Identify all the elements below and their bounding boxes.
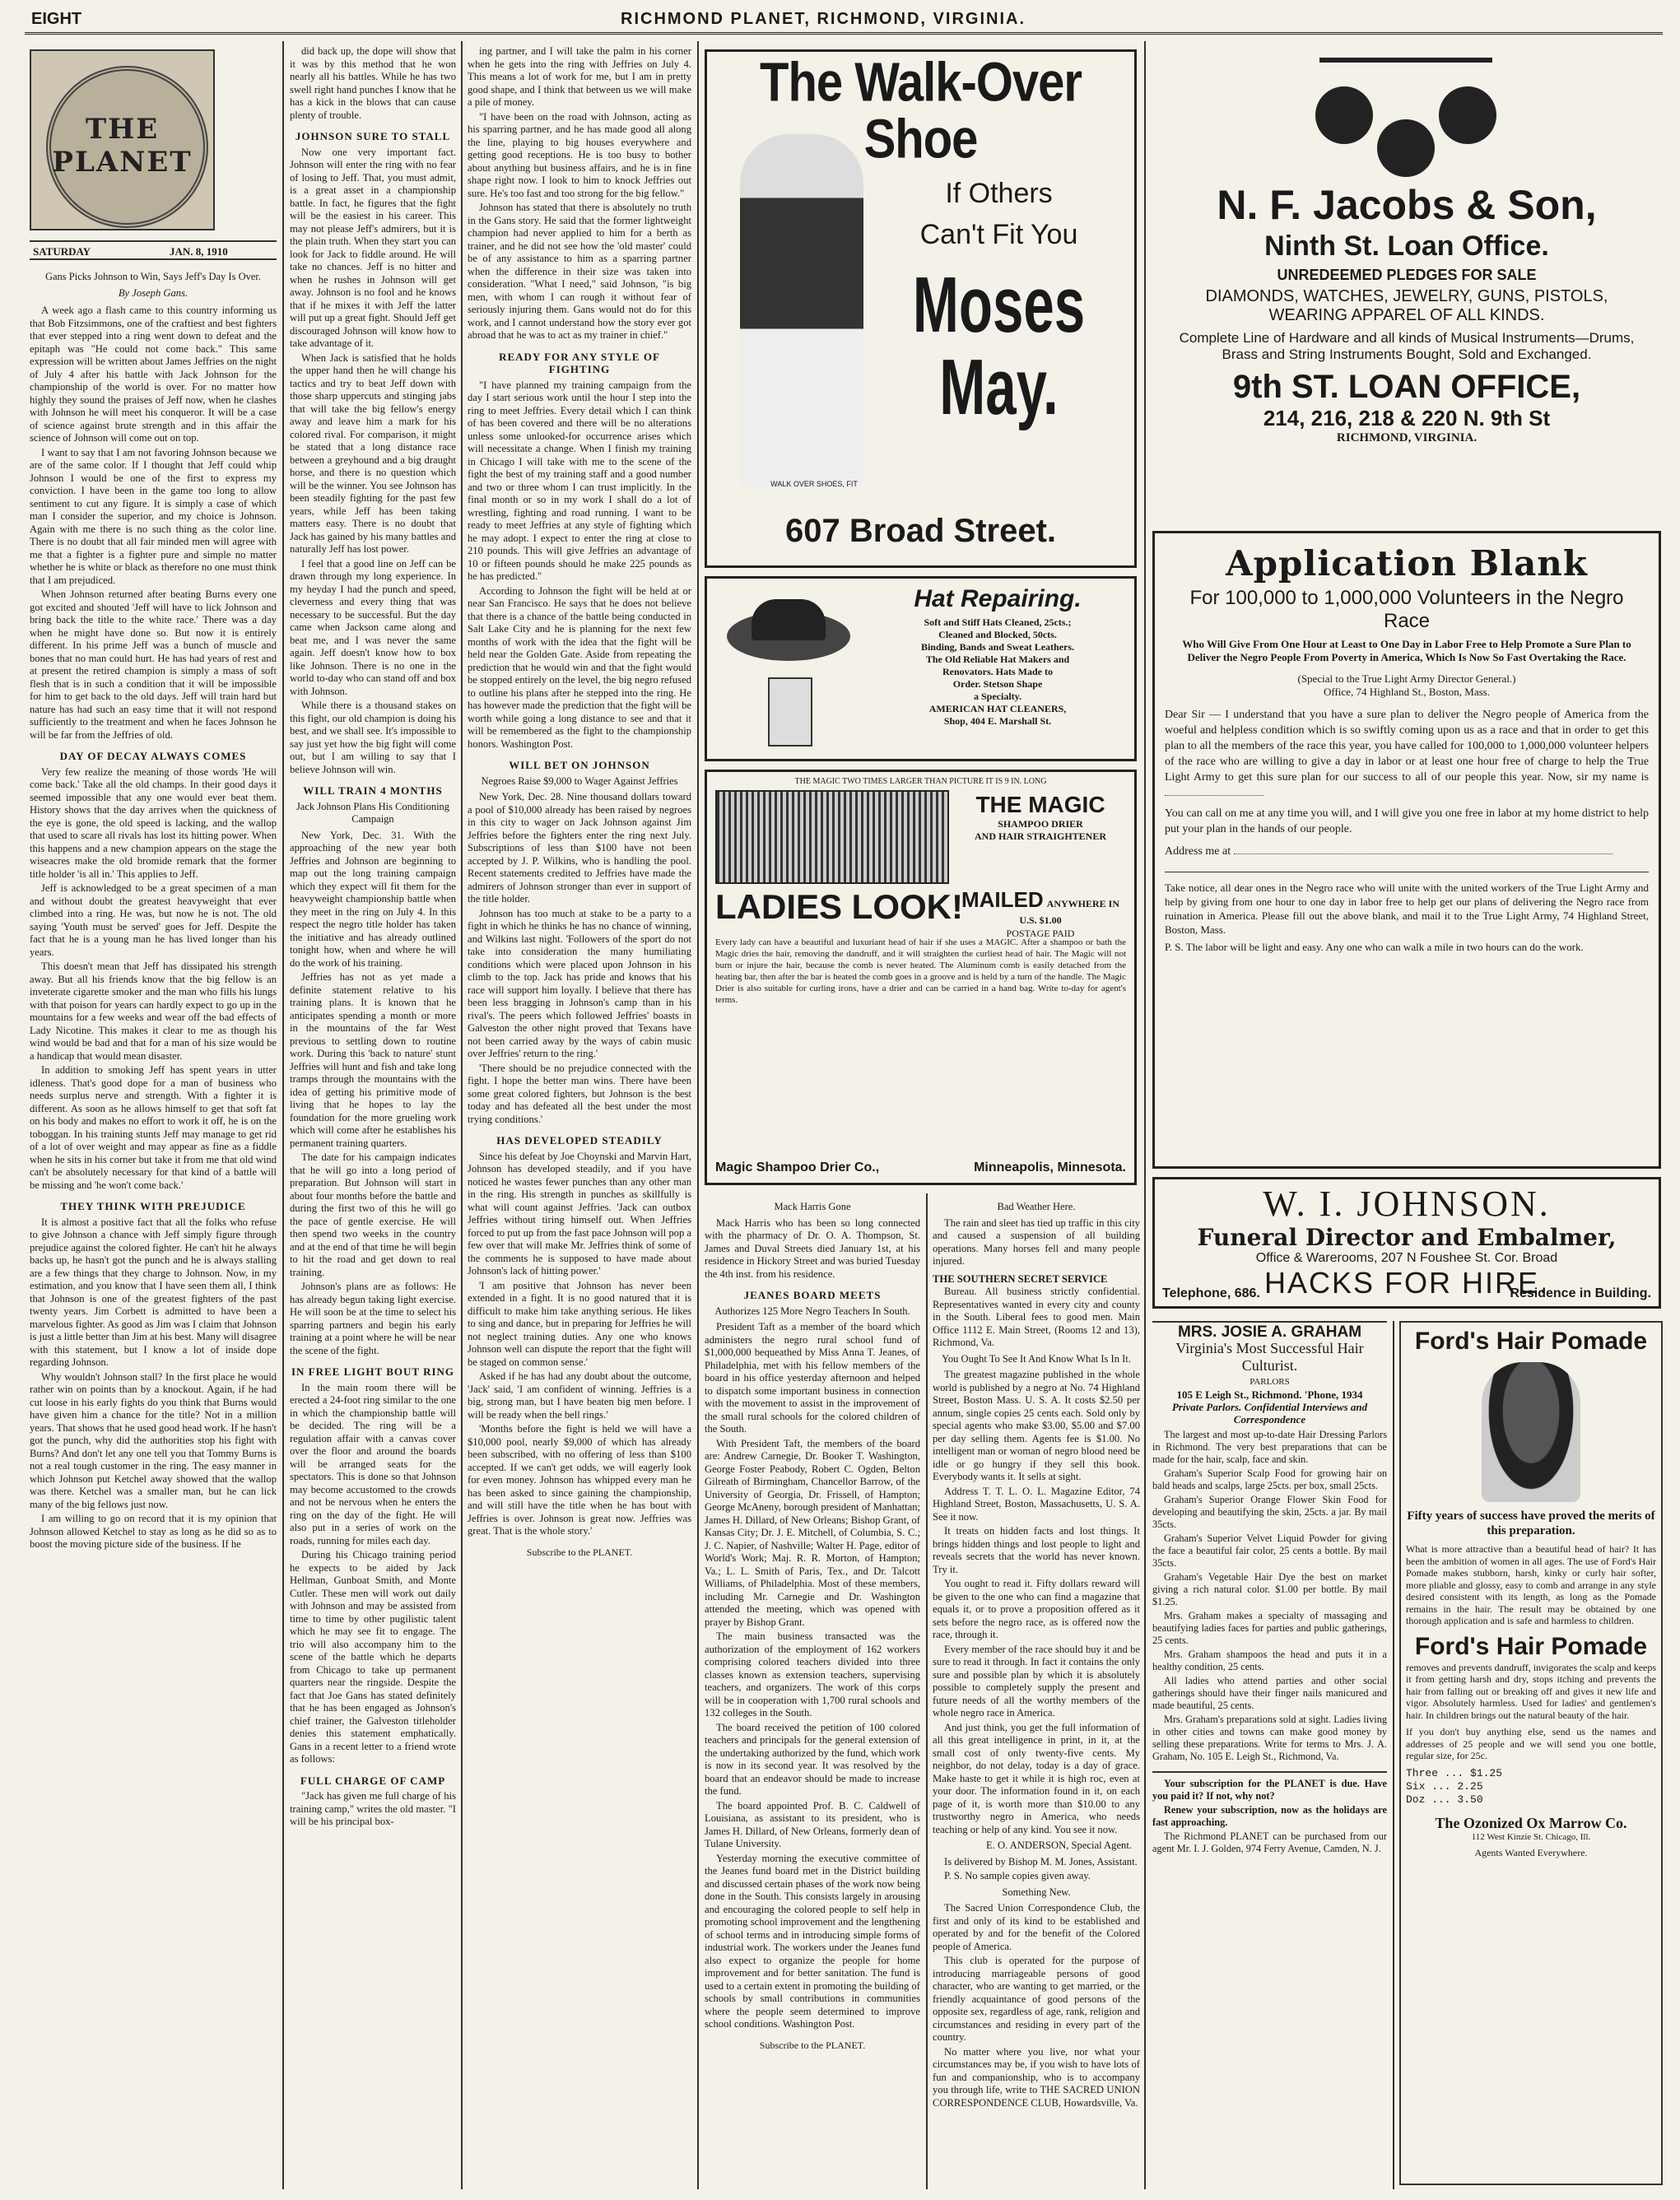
ad-big-line: HACKS FOR HIRE. bbox=[1263, 1266, 1550, 1300]
article-paragraph: Johnson has stated that there is absolutely no truth in the Gans story. He said that the former lightweight champion had never applied to him for a berth as trainer, and he did not see how the 'old master' could be of any assistance to him as a sparring partner when the difference in their size was taken into consideration. "What I need," said Johnson, "is big men, with whom I can rough it without fear of seriously injuring them. Gans would not do for this work, and I cannot understand how the story ever got abroad that he was to act as my trainer in chief." bbox=[468, 202, 691, 341]
article-paragraph: Asked if he has had any doubt about the outcome, 'Jack' said, 'I am confident of winning. Jeffries is a big, strong man, but I have beaten big men before. I will be ready when the bell rings.' bbox=[468, 1370, 691, 1421]
shoe-label: WALK OVER SHOES, FIT bbox=[770, 480, 858, 488]
walk-over-shoe-ad bbox=[705, 49, 1137, 568]
product-subtitle: SHAMPOO DRIER bbox=[998, 818, 1083, 830]
ad-headline: Hat Repairing. bbox=[914, 585, 1082, 612]
article-paragraph: Bureau. All business strictly confidential. Representatives wanted in every city and county in the South. Liberal fees to good men. Main Office 1112 E. Main Street, (Rooms 12 and 13), Richmond, Va. bbox=[933, 1286, 1140, 1348]
article-paragraph: "I have been on the road with Johnson, acting as his sparring partner, and he has made good all along the line, playing to big houses everywhere and getting good receptions. He is too busy to bother about anything but business affairs, and he is in fine shape right now. I look to him to knock Jeffries out sure. He's too fast and too strong for the big fellow." bbox=[468, 110, 691, 199]
ad-paragraph: Mrs. Graham's preparations sold at sight. Ladies living in other cities and towns can make good money by selling these preparations. Write for terms to Mrs. J. A. Graham, No. 105 E. Leigh St., Richmond, Va. bbox=[1152, 1714, 1387, 1762]
ad-paragraph: Mrs. Graham makes a specialty of massaging and beautifying ladies faces for parties and public gatherings, 25 cents. bbox=[1152, 1610, 1387, 1646]
article-deck: Negroes Raise $9,000 to Wager Against Jeffries bbox=[481, 774, 678, 787]
article-paragraph: 'I am positive that Johnson has never been extended in a fight. It is no good natured that it is difficult to make him take anything serious. He likes to sing and dance, but in preparing for Jeffries he will not neglect training duties. Any one who knows Johnson well can dispute the report that the fight will be staged on common sense.' bbox=[468, 1279, 691, 1368]
form-description: Who Will Give From One Hour at Least to One Day in Labor Free to Help Promote a Sure Plan to Deliver the Negro People From Poverty in America, Which Is Now So Fast Overtaking the Race. bbox=[1182, 638, 1631, 663]
article-paragraph: did back up, the dope will show that it was by this method that he won nearly all his battles. While he has two swell right hand punches I know that he has a kick in the blows that can cause plenty of trouble. bbox=[290, 45, 456, 121]
ad-big-line: 9th ST. LOAN OFFICE, bbox=[1232, 369, 1581, 405]
ad-subheadline: Ninth St. Loan Office. bbox=[1264, 230, 1549, 262]
ad-subheadline: Funeral Director and Embalmer, bbox=[1197, 1224, 1617, 1251]
form-title: Application Blank bbox=[1226, 543, 1588, 584]
ad-paragraph: Graham's Superior Scalp Food for growing hair on bald heads and scalps, large 25cts. per box, small 25cts. bbox=[1152, 1467, 1387, 1491]
form-body: I understand that you have a sure plan to deliver the Negro people of America from the woeful and helpless condition which is so swiftly coming upon us as a race and that in order to get this plan to all the members of the race this year, you have called for 100,000 to 1,000,000 volunteer helpers of the race who are willing to give a day in labor or at least one hour free of charge to help the True Light Army to get this sure plan for our success to all of our people this year. Now, sir my name is bbox=[1165, 709, 1650, 784]
article-paragraph: Why wouldn't Johnson stall? In the first place he would rather win on points than by a knockout. Again, if he had cut loose in his early fights do you think that Burns would have given him a chance for the title? Not in a million years. That shows that he used good head work. If he hasn't got the punch, why did the authorities stop his fight with Burns? And don't let any one tell you that Tommy Burns is not a real tough customer in the ring. The easy manner in which Johnson put Ketchel away showed that the wallop was there. Ketchel was a smaller man, but he can lick many of the big fellows just now. bbox=[30, 1370, 277, 1510]
signature: E. O. ANDERSON, Special Agent. bbox=[985, 1840, 1132, 1851]
article-paragraph: I am willing to go on record that it is my opinion that Johnson allowed Ketchel to stay as long as he did so as to boost the moving picture side of the business. If he bbox=[30, 1513, 277, 1550]
agent-note: The Richmond PLANET can be purchased from our agent Mr. I. J. Golden, 974 Ferry Avenue, Camden, N. J. bbox=[1152, 1830, 1387, 1854]
article-paragraph: Johnson's plans are as follows: He has already begun taking light exercise. He will soon be at the time to select his sparring partners and begin his early training at a point where he will be near the scene of the fight. bbox=[290, 1281, 456, 1356]
hat-icon bbox=[719, 595, 859, 751]
comb-icon bbox=[715, 790, 949, 884]
article-paragraph: With President Taft, the members of the board are: Andrew Carnegie, Dr. Booker T. Washington, George Foster Peabody, Robert C. Ogden, Belton Gilreath of Birmingham, Chancellor Barrow, of the University of Georgia, Dr. Frissell, of Hampton; George McAneny, borough president of Manhattan; James H. Dillard, of New Orleans; Bishop Grant, of Kansas City; Dr. J. E. Mitchell, of Columbia, S. C.; J. C. Napier, of Nashville; Walter H. Page, editor of World's Work; Maj. R. R. Morton, of Hampton; Va.; L. L. Smith of Paris, Tex., and Dr. Talcott Williams, of Philadelphia. Most of these members, including Mr. Carnegie and Dr. Washington attended the meeting, which was opened with prayer by Bishop Grant. bbox=[705, 1437, 920, 1628]
column-rule bbox=[1393, 1321, 1394, 2189]
article-paragraph: ing partner, and I will take the palm in his corner when he gets into the ring with Jeffries on July 4. This means a lot of work for me, but I am in pretty good shape, and I think that between us we will make a pile of money. bbox=[468, 45, 691, 108]
application-blank-form: Application Blank For 100,000 to 1,000,000 Volunteers in the Negro Race Who Will Give From One Hour at Least to One Day in Labor Free to Help Promote a Sure Plan to Deliver the Negro People From Poverty in America, Which Is Now So Fast Overtaking the Race. (Special to the True Light Army Director General.) Office, 74 Highland St., Boston, Mass. Dear Sir — I understand that you have a sure plan to deliver the Negro people of America from the woeful and helpless condition which is so swiftly coming upon us as a race and that in order to get this plan to all the members of the race this year, you have called for 100,000 to 1,000,000 volunteer helpers of the race who are willing to give a day in labor or at least one hour free of charge to help the True Light Army to get this sure plan for our success to all of our people this year. Now, sir my name is You can call on me at any time you will, and I will give you one free in labor at my home district to help put your plan in the hands of our people. Address me at Take notice, all dear ones in the Negro race who will unite with the united workers of the True Light Army and help by giving from one hour to one day in labor free to help get our plans of delivering the Negro race from ruination in America. Please fill out the above blank, and mail it to the True Light Army, 74 Highland Street, Boston, Mass. P. S. The labor will be light and easy. Any one who can walk a mile in two hours can do the work. bbox=[1152, 531, 1661, 1169]
article-paragraph: Since his defeat by Joe Choynski and Marvin Hart, Johnson has developed steadily, and if you have noticed he wastes fewer punches than any other man in the ring. His strength in punches as skillfully is what will count against Jeffries. 'Jack can outbox Jeffries without tiring himself out. When Jeffries forced to put up from the fast pace Johnson will pop a few over that will make Mr. Jeffries think of some of the comments he is supposed to have made about Johnson's lack of hitting power.' bbox=[468, 1150, 691, 1277]
hat-repairing-ad bbox=[705, 576, 1137, 761]
article-subhead: WILL TRAIN 4 MONTHS bbox=[303, 784, 443, 797]
form-salutation: Dear Sir bbox=[1165, 709, 1205, 721]
ad-body-2: removes and prevents dandruff, invigorates the scalp and keeps it from getting harsh and dry, stops itching and prevents the hair from falling out or breaking off and gives it new life and vigor. Absolutely harmless. Used for ladies' and gentlemen's hair. In children brings out the natural beauty of the hair. bbox=[1406, 1661, 1657, 1721]
price-label: ANYWHERE IN U.S. $1.00 bbox=[1019, 898, 1119, 926]
price-item: Doz ... 3.50 bbox=[1406, 1793, 1483, 1806]
article-subhead: THEY THINK WITH PREJUDICE bbox=[60, 1200, 246, 1212]
article-headline: Bad Weather Here. bbox=[997, 1201, 1076, 1212]
article-paragraph: You ought to read it. Fifty dollars reward will be given to the one who can find a magazine that equals it, or to prove a proposition offered as it sets before the negro race, as is offered now the race, through it. bbox=[933, 1578, 1140, 1640]
subscription-note: Your subscription for the PLANET is due. Have you paid it? If not, why not? bbox=[1152, 1778, 1387, 1802]
article-paragraph: The board received the petition of 100 colored teachers and principals for the general extension of the undertaking authorized by the fund, which work is now in its second year. It was resolved by the board that an endeavor should be made to increase the fund. bbox=[705, 1721, 920, 1797]
ad-headline: LADIES LOOK! bbox=[715, 887, 963, 926]
ad-headline: The Walk-Over Shoe bbox=[760, 51, 1082, 170]
company-name: Magic Shampoo Drier Co., bbox=[715, 1160, 880, 1174]
article-paragraph: The greatest magazine published in the whole world is published by a negro at No. 74 Highland Street, Boston Mass. U. S. A. It costs $2.50 per annum, single copies 25 cents each. Sold only by special agents who make $3.00, $5.00 and $7.00 per day selling them. Agents fee is $1.00. No intelligent man or woman of negro blood need be idle or go hungry if they sell this book. Everybody wants it. It sells at sight. bbox=[933, 1369, 1140, 1482]
article-paragraph: Yesterday morning the executive committee of the Jeanes fund board met in the District building and discussed certain phases of the work now being done in the South. This consists largely in arousing and encouraging the colored people to self help in promoting school improvement and the lengthening of school terms and in introducing simple forms of industrial work. The workers under the Jeanes fund also expect to organize the people for home improvement and for better sanitation. The fund is used to a certain extent in promoting the building of schools by small contributions in communities where the people seem determined to improve school conditions. Washington Post. bbox=[705, 1852, 920, 2030]
price-item: Three ... $1.25 bbox=[1406, 1766, 1503, 1779]
article-paragraph: Address T. T. L. O. L. Magazine Editor, 74 Highland Street, Boston, Massachusetts, U. S. A. See it now. bbox=[933, 1485, 1140, 1523]
funeral-residence: Residence in Building. bbox=[1510, 1286, 1651, 1300]
article-deck: Authorizes 125 More Negro Teachers In South. bbox=[714, 1305, 910, 1317]
column-rule bbox=[697, 41, 699, 2189]
ad-body: Every lady can have a beautiful and luxuriant head of hair if she uses a MAGIC. After a shampoo or bath the Magic dries the hair, removing the dandruff, and it will straighten the curliest head of hair. The Magic will not burn or injure the hair, because the comb is never heated. The Aluminum comb is easily detached from the heating bar, then after the bar is heated the comb goes in a groove and is held by a turn of the handle. The Magic Drier is also suitable for curling irons, have a drier and can be carried in a hand bag. Write to-day for agent's terms. bbox=[715, 937, 1126, 1005]
article-paragraph: New York, Dec. 31. With the approaching of the new year both Jeffries and Johnson are beginning to map out the long training campaign which they expect will fit them for the heavyweight championship battle when they meet in the ring on July 4. In this respect the negro title holder has taken the initiative and has already outlined tonight how, when and where he will do the work of his training. bbox=[290, 829, 456, 969]
column-rule bbox=[461, 41, 463, 2189]
graham-hair-culturist-ad bbox=[1152, 1321, 1387, 2185]
ad-body: What is more attractive than a beautiful head of hair? It has been the ambition of women in all ages. The use of Ford's Hair Pomade makes stubborn, harsh, kinky or curly hair softer, more pliable and glossy, easy to comb and arrange in any style desired consistent with its length, as long as the Pomade remains in the hair. The result may be obtained by one thorough application and is safe and harmless to children. bbox=[1406, 1543, 1656, 1626]
man-figure-icon bbox=[740, 134, 863, 488]
article-paragraph: President Taft as a member of the board which administers the negro rural school fund of $1,000,000 bequeathed by Miss Anna T. Jeanes, of Philadelphia, met with his fellow members of the board in his office yesterday afternoon and helped to dispatch some important business in connection with the movement to assist in the improvement of the small rural schools for the colored children of the South. bbox=[705, 1321, 920, 1435]
ad-city: RICHMOND, VIRGINIA. bbox=[1336, 431, 1478, 444]
article-subhead: DAY OF DECAY ALWAYS COMES bbox=[59, 750, 247, 762]
newspaper-title-header: RICHMOND PLANET, RICHMOND, VIRGINIA. bbox=[621, 10, 1026, 28]
article-paragraph: This doesn't mean that Jeff has dissipated his strength away. But all his friends know that the big fellow is an inveterate cigarette smoker and the man who fills his lungs with that poison for years can hardly expect to go up in the mountains for a few weeks and wear off the bad effects of Lady Nicotine. This makes it clear to me as though his wind would be bad and that for a man of his size would be a handicap that would mean disaster. bbox=[30, 960, 277, 1062]
article-paragraph: Jeff is acknowledged to be a great specimen of a man and without doubt the greatest heavyweight that ever climbed into a ring. He was, but now he is not. The old saying 'Youth must be served' goes for Jeff. Despite the fact that he is a young man he has lived longer than his years. bbox=[30, 882, 277, 958]
ad-line: DIAMONDS, WATCHES, JEWELRY, GUNS, PISTOLS, WEARING APPAREL OF ALL KINDS. bbox=[1205, 287, 1608, 324]
article-paragraph: I want to say that I am not favoring Johnson because we are of the same color. If I thought that Jeff could whip Johnson I would be one of the first to express my conviction. I have been in the game too long to allow sentiment to cut any figure. It is simply a case of which man I consider the superior, and my choice is Johnson. Again with me there is no such thing as the color line. There is no doubt that all fair minded men will agree with me that a fighter is a fighter pure and simple no matter whether he is white or black as therefore no one must think that I am prejudiced. bbox=[30, 446, 277, 586]
article-paragraph: 'Months before the fight is held we will have a $10,000 pool, nearly $9,000 of which has already been subscribed, with no offering of less than $100 accepted. If we can't get odds, we will eagerly look for even money. Johnson has whipped every man he has been asked to since gaining the championship, and will still have the title when he has bout with Jeffries is over. Johnson is great now. Jeffries was great. That is the whole story.' bbox=[468, 1423, 691, 1537]
article-paragraph: The Sacred Union Correspondence Club, the first and only of its kind to be established and operated by and for the benefit of the Colored people of America. bbox=[933, 1902, 1140, 1952]
article-paragraph: Mack Harris who has been so long connected with the pharmacy of Dr. O. A. Thompson, St. James and Duval Streets died January 1st, at his residence in Hickory Street and was buried Tuesday the 4th inst. from his residence. bbox=[705, 1216, 920, 1280]
article-subhead: JEANES BOARD MEETS bbox=[743, 1289, 882, 1301]
company-city: Minneapolis, Minnesota. bbox=[974, 1160, 1126, 1174]
article-paragraph: And just think, you get the full information of all this great intelligence in print, in it, at the small cost of only twenty-five cents. My neighbor, do not delay, today is a day of grace. Make haste to get it while it is high roc, even at your door. The information found in it, on each page of it, is worth more than $10.00 to any trustworthy negro in America, who needs teaching or help of any kind. You see it now. bbox=[933, 1721, 1140, 1835]
article-headline: Gans Picks Johnson to Win, Says Jeff's Day Is Over. bbox=[44, 271, 262, 282]
article-paragraph: According to Johnson the fight will be held at or near San Francisco. He says that he does not believe that there is a chance of the battle being conducted in Salt Lake City and he is planning for the next few months of work with the idea that the fight will be held near the Golden Gate. Aside from repeating the prediction that he would win and that the fight would be stopped entirely on the level, the big negro refused to outline his plans after he stepped into the ring. He has however made the prediction that the fight will be worth while going a long distance to see and that it will be remembered as the fight to the championship honors. Washington Post. bbox=[468, 584, 691, 750]
form-address-label: Address me at bbox=[1165, 845, 1231, 858]
maker-name: The Ozonized Ox Marrow Co. bbox=[1435, 1814, 1627, 1831]
ad-line: UNREDEEMED PLEDGES FOR SALE bbox=[1277, 267, 1537, 283]
article-paragraph: Now one very important fact. Johnson will enter the ring with no fear of losing to Jeff. That, you must admit, is a great asset in a championship battle. In fact, he figures that the fight will be the easiest in his career. This may not please Jeff's admirers, but it is the plain truth. When they start you can look for Jack to fiddle around. He will take no chances. Jeff is no hitter and when he rushes in Johnson will get away. Johnson is no fool and he knows that if he mixes it with Jeff the latter will put up a great fight. Should Jeff get discouraged Johnson will know how to take advantage of it. bbox=[290, 146, 456, 349]
ad-line: AMERICAN HAT CLEANERS, bbox=[928, 703, 1067, 714]
mailed-label: MAILED bbox=[961, 887, 1044, 912]
article-paragraph: Every member of the race should buy it and be sure to read it through. In fact it contains the only sure and possible plan by which it is absolutely possible to completely supply the present and future needs of all the worthy members of the whole negro race in America. bbox=[933, 1643, 1140, 1719]
article-subhead: IN FREE LIGHT BOUT RING bbox=[291, 1365, 455, 1378]
form-subtitle: For 100,000 to 1,000,000 Volunteers in the Negro Race bbox=[1189, 587, 1624, 632]
ad-line: Complete Line of Hardware and all kinds of Musical Instruments—Drums, Brass and String Instruments Bought, Sold and Exchanged. bbox=[1179, 330, 1635, 362]
article-paragraph: In the main room there will be erected a 24-foot ring similar to the one in which the championship battle will be decided. The ring will be a regulation affair with a canvas cover over the floor and around the boards will be arranged seats for the spectators. This is done so that Johnson may become accustomed to the crowds and not be nervous when he enters the ring on the day of the fight. He will also put in a series of work on the roads, running for miles each day. bbox=[290, 1381, 456, 1547]
dateline-date: JAN. 8, 1910 bbox=[170, 245, 228, 258]
article-subhead: HAS DEVELOPED STEADILY bbox=[496, 1134, 663, 1147]
article-paragraph: During his Chicago training period he expects to be aided by Jack Hellman, Gunboat Smith, and Monte Cutler. These men will work out daily with Johnson and may be assisted from time to time by other pugilistic talent which he may see fit to engage. The trio will also accompany him to the scene of the battle which he departs from Chicago to take up permanent quarters near the ringside. Despite the fact that Joe Gans has stated definitely that he has been engaged as Johnson's chief trainer, the Galveston titleholder denies this statement emphatically. Gans in a recent letter to a friend wrote as follows: bbox=[290, 1549, 456, 1765]
ad-line: Cleaned and Blocked, 50cts. bbox=[938, 629, 1057, 640]
article-paragraph: This club is operated for the purpose of introducing marriageable persons of good character, who are wanting to get married, or the friendly acquaintance of good persons of the opposite sex, regardless of age, rank, religion and circumstances and residing in every part of the country. bbox=[933, 1955, 1140, 2043]
form-ps: P. S. The labor will be light and easy. Any one who can walk a mile in two hours can do the work. bbox=[1165, 941, 1584, 953]
form-line: You can call on me at any time you will, and I will give you one free in labor at my home district to help put your plan in the hands of our people. bbox=[1165, 807, 1649, 835]
product-title: THE MAGIC bbox=[975, 792, 1105, 817]
dateline-day: SATURDAY bbox=[33, 245, 91, 258]
ad-offer: If you don't buy anything else, send us the names and addresses of 25 people and we will send you one bottle, regular size, for 25c. bbox=[1406, 1726, 1656, 1761]
article-paragraph: It is almost a positive fact that all the folks who refuse to give Johnson a chance with Jeff simply figure through prejudice against the colored fighter. He can't hit he always backs up, he hasn't got the punch and he is always stalling are a few things that they charge to Johnson. Now, in my estimation, and you know that I have seen them all, I think that Johnson is one of the greatest fighters of the past twenty years. Jim Corbett is admitted to have been a marvelous fighter. As good as Jim was I claim that Johnson is just a little better than Jim at his best. Many will disagree with this statement, but I know a lot of inside dope regarding Johnson. bbox=[30, 1216, 277, 1368]
ad-paragraph: All ladies who attend parties and other social gatherings should have their finger nails manicured and made beautiful, 25 cents. bbox=[1152, 1675, 1387, 1711]
form-special-note: (Special to the True Light Army Director General.) bbox=[1297, 672, 1516, 685]
article-paragraph: New York, Dec. 28. Nine thousand dollars toward a pool of $10,000 already has been raised by negroes in this city to wager on Jack Johnson against Jim Jeffries before the fighters enter the ring next July. Subscriptions of less than $100 have not been accepted by J. P. Wilkins, who is handling the pool. Recent statements credited to Jeffries have made the admirers of Johnson stronger than ever in support of the title holder. bbox=[468, 791, 691, 905]
article-paragraph: Jeffries has not as yet made a definite statement relative to his training plans. It is known that he anticipates spending a month or more in the mountains of the far West previous to settling down to routine work. During this 'back to nature' stunt Jeffries will hunt and fish and take long tramps through the mountains with the idea of getting his primitive mode of living that he hopes to lay the foundation for the more grueling work which will come after he establishes his permanent training quarters. bbox=[290, 971, 456, 1149]
article-paragraph: Johnson has too much at stake to be a party to a fight in which he thinks he has no chance of winning, and Wilkins last night. 'Followers of the sport do not take into consideration the many humiliating conditions which were placed upon Johnson in his climb to the top. Jack has pride and knows that his race will support him loyally. I believe that there has been less bragging in Johnson's camp than in his rival's. The peers which followed Jeffries' boasts in Galveston the other night proved that Texans have not been carried away by the ways of cabin music over Jeffries' return to the ring.' bbox=[468, 907, 691, 1059]
ad-brand: May. bbox=[939, 343, 1059, 431]
article-paragraph: I feel that a good line on Jeff can be drawn through my long experience. In my heyday I had the punch and speed, cleverness and every thing that was necessary to be successful. But the day came when Jackson came along and beat me, and I was never the same again. Jeff doesn't know how to box like Johnson. There is no one in the world to-day who can stand off and box with Johnson. bbox=[290, 557, 456, 697]
article-paragraph: A week ago a flash came to this country informing us that Bob Fitzsimmons, one of the craftiest and best fighters that ever stepped into a ring went down to defeat and the epitaph was "He could not come back." This same expression will be written about James Jeffries on the night of July 4 after his battle with Jack Johnson for the championship of the world is over. For no matter how highly they sound the praises of Jeff now, when he clashes with Johnson he will meet his conqueror. It will be a case of science against brute strength and in this affair the science of Johnson will come out on top. bbox=[30, 305, 277, 444]
article-paragraph: When Johnson returned after beating Burns every one got excited and shouted 'Jeff will have to lick Johnson and bring back the title to the white race.' There was a day when he might have done so. But now it is entirely different. In his prime Jeff was a bunch of muscle and bones that no man could hurt. He has had years of rest and at present the retired champion is simply a mass of soft flesh that is in such a condition that it will be impossible for him to get back to the old days. Jeff will train hard but nature has had such an easy time that it will not respond sufficiently to the treatment and when he faces Johnson he will be far from the Jeffries of old. bbox=[30, 588, 277, 741]
ad-headline: N. F. Jacobs & Son, bbox=[1217, 182, 1597, 228]
article-paragraph: Very few realize the meaning of those words 'He will come back.' Take all the old champs. In their good days it seemed impossible that any one would ever beat them. History shows that the day arrives when the quickness of the eye is gone, the old speed is lacking, and the wallop that used to scare all rivals has lost its hitting power. When this happens and a new champion appears on the stage the wiseacres make the old bromide remark that the former title holder 'is all in.' This applies to Jeff. bbox=[30, 765, 277, 880]
ad-address: 105 E Leigh St., Richmond. 'Phone, 1934 bbox=[1176, 1388, 1363, 1401]
ad-line: Office & Warerooms, 207 N Foushee St. Cor. Broad bbox=[1255, 1251, 1558, 1265]
address-field[interactable] bbox=[1234, 853, 1613, 854]
ad-label: PARLORS bbox=[1250, 1377, 1290, 1387]
column-rule bbox=[926, 1193, 928, 2189]
ad-claim: Fifty years of success have proved the merits of this preparation. bbox=[1407, 1509, 1655, 1537]
form-notice: Take notice, all dear ones in the Negro race who will unite with the united workers of the True Light Army and help by giving from one hour to one day in labor free to help get our plans of delivering the Negro race from ruination in America. Please fill out the above blank, and mail it to the True Light Army, 74 Highland Street, Boston, Mass. bbox=[1165, 881, 1649, 936]
ad-headline-2: Ford's Hair Pomade bbox=[1414, 1632, 1648, 1660]
page-number: EIGHT bbox=[31, 10, 82, 28]
column-rule bbox=[282, 41, 284, 2189]
article-paragraph: The rain and sleet has tied up traffic in this city and caused a suspension of all building operations. Many horses fell and many people injured. bbox=[933, 1216, 1140, 1267]
article-paragraph: "Jack has given me full charge of his training camp," writes the old master. "I will be his principal box- bbox=[290, 1790, 456, 1827]
article-paragraph: The main business transacted was the authorization of the employment of 162 workers comprising colored teachers divided into three classes known as extension teachers, supervising teachers, and organizers. The work of this corps will be in cooperation with 1,700 rural schools and 132 colleges in the South. bbox=[705, 1630, 920, 1719]
price-item: Six ... 2.25 bbox=[1406, 1779, 1483, 1793]
subscribe-note: Subscribe to the PLANET. bbox=[526, 1546, 633, 1558]
article-subhead: WILL BET ON JOHNSON bbox=[509, 759, 650, 771]
funeral-phone: Telephone, 686. bbox=[1162, 1286, 1260, 1300]
article-column-3 bbox=[468, 45, 691, 2189]
article-subhead: FULL CHARGE OF CAMP bbox=[300, 1774, 446, 1787]
article-paragraph: P. S. No sample copies given away. bbox=[944, 1870, 1091, 1881]
form-office: Office, 74 Highland St., Boston, Mass. bbox=[1324, 686, 1490, 698]
ad-line: Renovators. Hats Made to bbox=[942, 666, 1053, 677]
name-field[interactable] bbox=[1165, 795, 1263, 796]
funeral-contact-row bbox=[1162, 1286, 1651, 1305]
article-paragraph: "I have planned my training campaign from the day I start serious work until the hour I step into the ring to meet Jeffries. Every detail which I can think of has been covered and there will be no alterations unless some unlooked-for occurrence arises which will necessitate a change. When I finish my training in Chicago I will take with me to the scene of the fight the best of my training staff and a good number and two or three whom I can trust implicitly. In the final month or so in my work I shall do a lot of wrestling, fighting and road running. I want to be ready to meet Jeffries at any style of fighting which he may adopt. I expect to enter the ring at close to 210 pounds. This will give Jeffries an advantage of 10 or fifteen pounds should he make 225 pounds as he has predicted." bbox=[468, 379, 691, 582]
jacobs-loan-office-ad bbox=[1151, 41, 1663, 523]
ad-address: 214, 216, 218 & 220 N. 9th St bbox=[1263, 406, 1551, 430]
masthead-title: THE PLANET bbox=[52, 113, 193, 179]
ad-banner: THE MAGIC TWO TIMES LARGER THAN PICTURE IT IS 9 IN. LONG bbox=[794, 777, 1047, 786]
article-subhead: JOHNSON SURE TO STALL bbox=[295, 130, 451, 142]
ad-line: Can't Fit You bbox=[919, 219, 1078, 250]
article-column-2 bbox=[290, 45, 456, 2189]
ad-address: 607 Broad Street. bbox=[784, 513, 1057, 549]
ad-headline: W. I. JOHNSON. bbox=[1263, 1184, 1551, 1224]
article-subhead: READY FOR ANY STYLE OF FIGHTING bbox=[499, 350, 660, 375]
postage-label: POSTAGE PAID bbox=[1006, 928, 1075, 939]
price-list bbox=[1406, 1767, 1656, 1807]
ad-tagline: Virginia's Most Successful Hair Culturist. bbox=[1175, 1340, 1364, 1374]
pawn-balls-icon bbox=[1151, 41, 1663, 181]
magic-shampoo-drier-ad bbox=[705, 770, 1137, 1185]
ad-line: Private Parlors. Confidential Interviews and Correspondence bbox=[1171, 1401, 1368, 1426]
ad-brand: Moses bbox=[912, 261, 1086, 349]
article-paragraph: While there is a thousand stakes on this fight, our old champion is doing his best, and we shall see. It's impossible to say just yet how the big fight will come out, but I am willing to say that I believe Johnson will win. bbox=[290, 700, 456, 775]
article-column-5 bbox=[705, 1198, 920, 2189]
article-paragraph: The board appointed Prof. B. C. Caldwell of Louisiana, as assistant to its president, who is James H. Dillard, of New Orleans, formerly dean of Tulane University. bbox=[705, 1799, 920, 1849]
article-paragraph: No matter where you live, nor what your circumstances may be, if you wish to have lots of fun and companionship, who is to accompany you through life, write to THE SACRED UNION CORRESPONDENCE CLUB, Howardsville, Va. bbox=[933, 2045, 1140, 2109]
ad-line: If Others bbox=[945, 178, 1053, 209]
fords-hair-pomade-ad bbox=[1399, 1321, 1663, 2185]
ad-line: Order. Stetson Shape bbox=[952, 678, 1043, 690]
column-rule bbox=[1144, 41, 1146, 2189]
ad-headline: MRS. JOSIE A. GRAHAM bbox=[1152, 1321, 1387, 1338]
article-headline: Mack Harris Gone bbox=[774, 1201, 851, 1212]
ad-line: Soft and Stiff Hats Cleaned, 25cts.; bbox=[924, 616, 1072, 628]
article-headline: Something New. bbox=[1002, 1886, 1071, 1898]
article-paragraph: The date for his campaign indicates that he will go into a long period of preparation. But Johnson will start in about four months before the battle and during the first two of this he will go the pace of gentle exercise. He will then spend two weeks in the country and at the end of that time he will begin to hit the road and get down to real training. bbox=[290, 1151, 456, 1278]
article-column-6 bbox=[933, 1198, 1140, 2189]
article-gans-column bbox=[30, 267, 277, 2189]
ad-headline: Ford's Hair Pomade bbox=[1414, 1328, 1648, 1355]
article-paragraph: Is delivered by Bishop M. M. Jones, Assistant. bbox=[944, 1855, 1138, 1867]
ad-paragraph: Graham's Vegetable Hair Dye the best on market giving a rich natural color. $1.00 per bottle. By mail $1.25. bbox=[1152, 1571, 1387, 1607]
agents-note: Agents Wanted Everywhere. bbox=[1474, 1846, 1588, 1858]
article-paragraph: It treats on hidden facts and lost things. It brings hidden things and lost people to light and reveals secrets that the world has never known. Try it. bbox=[933, 1525, 1140, 1575]
article-headline: You Ought To See It And Know What Is In It. bbox=[942, 1352, 1131, 1365]
ad-divider bbox=[1152, 1771, 1387, 1773]
subscription-note: Renew your subscription, now as the holidays are fast approaching. bbox=[1152, 1804, 1387, 1828]
article-byline: By Joseph Gans. bbox=[118, 286, 188, 299]
page-header bbox=[25, 5, 1663, 35]
article-deck: Jack Johnson Plans His Conditioning Campaign bbox=[296, 800, 450, 825]
article-paragraph: 'There should be no prejudice connected with the fight. I hope the better man wins. There have been some great colored fighters, but Johnson is the best today and has defeated all the best under the most trying conditions.' bbox=[468, 1062, 691, 1125]
maker-address: 112 West Kinzie St. Chicago, Ill. bbox=[1471, 1831, 1591, 1842]
ad-line: The Old Reliable Hat Makers and bbox=[925, 653, 1070, 665]
masthead-logo bbox=[30, 49, 215, 230]
ad-paragraph: Graham's Superior Orange Flower Skin Food for developing and beautifying the skin, 25cts. a jar. By mail 35cts. bbox=[1152, 1494, 1387, 1530]
article-paragraph: When Jack is satisfied that he holds the upper hand then he will change his tactics and try to beat Jeff down with those sharp uppercuts and stinging jabs that will take the big fellow's energy away and leave him a mark for his colored rival. For comparison, it might be stated that a long distance race between a greyhound and a big draught horse, and there is no question which will be the winner. You see Johnson has been steadily fighting for the past few years, while Jeff has been taking matters easy. There is no doubt that Jack has gained by his many battles and naturally Jeff has lost power. bbox=[290, 351, 456, 555]
ad-line: Binding, Bands and Sweat Leathers. bbox=[920, 641, 1075, 653]
ad-paragraph: Mrs. Graham shampoos the head and puts it in a healthy condition, 25 cents. bbox=[1152, 1649, 1387, 1672]
subscribe-note: Subscribe to the PLANET. bbox=[759, 2039, 866, 2051]
dateline bbox=[30, 240, 277, 260]
product-subtitle: AND HAIR STRAIGHTENER bbox=[974, 830, 1107, 842]
woman-portrait-icon bbox=[1482, 1362, 1580, 1502]
ad-line: a Specialty. bbox=[973, 691, 1021, 702]
ad-line: Shop, 404 E. Marshall St. bbox=[943, 715, 1052, 727]
ad-paragraph: Graham's Superior Velvet Liquid Powder for giving the face a beautiful fair color, 25 cents a bottle. By mail 35cts. bbox=[1152, 1533, 1387, 1569]
article-paragraph: In addition to smoking Jeff has spent years in utter idleness. That's good dope for a man of business who needs surplus nerve and strength. With a fighter it is different. As soon as he allows himself to get that soft fat on his body and makes no effort to work it off, he is on the toboggan. In his training stunts Jeff may manage to get rid of a lot of over weight and may appear as fine as a fiddle when he sits in his corner but take it from me that old wind can't be absolutely necessary for that kind of a battle will be missing and 'he won't come back.' bbox=[30, 1064, 277, 1191]
ad-title: THE SOUTHERN SECRET SERVICE bbox=[933, 1272, 1108, 1285]
ad-paragraph: The largest and most up-to-date Hair Dressing Parlors in Richmond. The very best preparations that can be made for the hair, scalp, face and skin. bbox=[1152, 1429, 1387, 1465]
